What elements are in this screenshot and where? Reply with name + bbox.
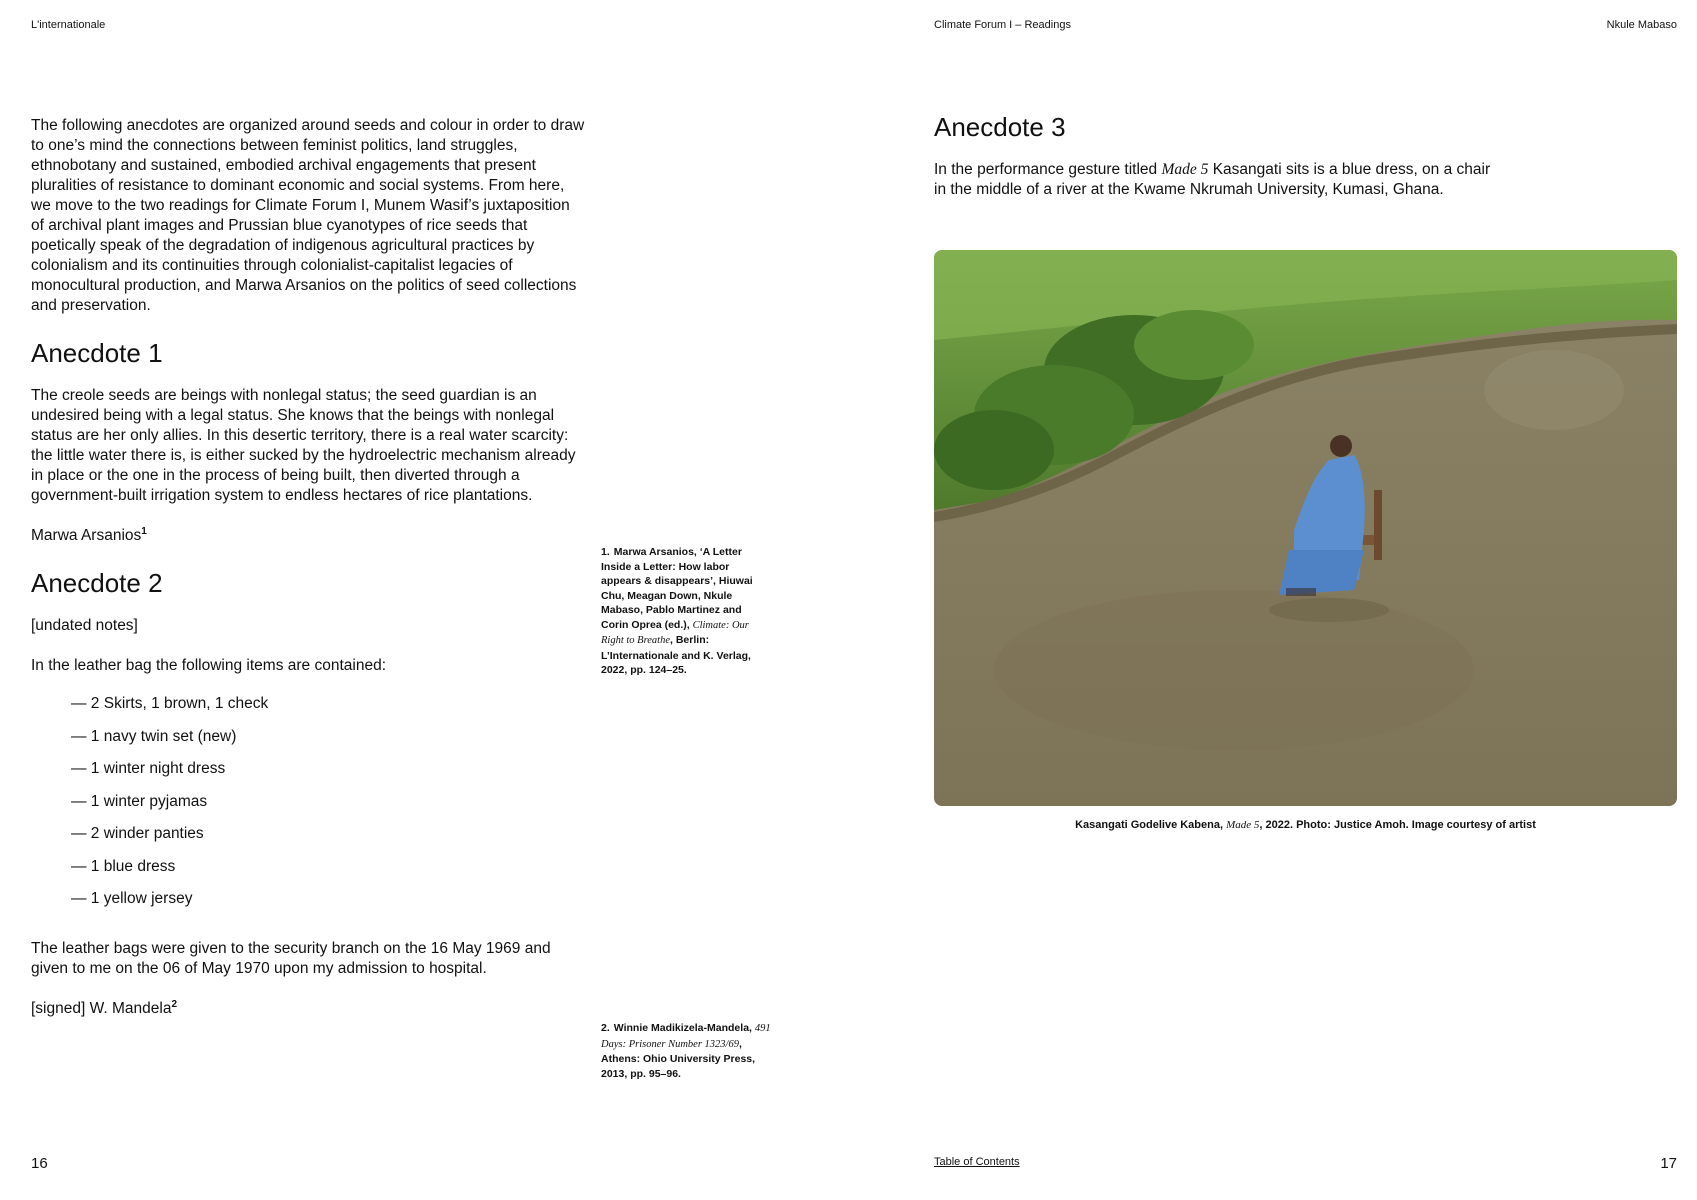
items-list [71, 694, 586, 909]
footnote-ref-1[interactable]: 1 [141, 525, 147, 537]
left-page-column [31, 116, 586, 1019]
footnote-text: Winnie Madikizela-Mandela, [613, 1022, 755, 1034]
list-item: — 2 Skirts, 1 brown, 1 check [71, 695, 269, 712]
table-of-contents-link[interactable]: Table of Contents [934, 1156, 1020, 1168]
list-item: — 1 blue dress [71, 857, 176, 875]
signature-line [31, 999, 586, 1019]
caption-title: Made 5 [1226, 819, 1260, 831]
anecdote-3-text-part: In the performance gesture titled [934, 161, 1162, 178]
closing-paragraph: The leather bags were given to the security branch on the 16 May 1969 and given to me on the 06 of May 1970 upon my admission to hospital. [31, 940, 551, 977]
footnote-text: , Berlin: L’Internationale and K. Verlag, 2022, pp. 124–25. [601, 634, 751, 676]
footnote-text: Marwa Arsanios, ‘A Letter Inside a Letter: How labor appears & disappears’, Hiuwai Chu, Meagan Down, Nkule Mabaso, Pablo Martinez and Corin Oprea (ed.), [601, 546, 753, 631]
running-head-author: Nkule Mabaso [1606, 19, 1677, 31]
list-item: — 1 winter pyjamas [71, 792, 208, 810]
undated-notes-label: [undated notes] [31, 617, 138, 634]
footnote-2 [601, 1021, 771, 1081]
river-scene-image [934, 250, 1677, 806]
anecdote-3-text-part: Kasangati sits is a blue dress, on a chair in the middle of a river at the Kwame Nkrumah University, Kumasi, Ghana. [934, 161, 1491, 198]
caption-text: , 2022. Photo: Justice Amoh. Image courtesy of artist [1259, 819, 1536, 831]
anecdote-1-text: The creole seeds are beings with nonlegal status; the seed guardian is an undesired being with a legal status. She knows that the beings with nonlegal status are her only allies. In this desertic territory, there is a real water scarcity: the little water there is, is either sucked by the hydroelectric mechanism already in place or the one in the process of being built, then diverted through a government-built irrigation system to endless hectares of rice plantations. [31, 387, 576, 504]
list-item: — 2 winder panties [71, 825, 204, 842]
leather-bag-intro: In the leather bag the following items are contained: [31, 657, 387, 674]
performance-photo [934, 250, 1677, 806]
caption-text: Kasangati Godelive Kabena, [1075, 819, 1227, 831]
footnote-ref-2[interactable]: 2 [171, 998, 178, 1010]
running-head-publisher: L'internationale [31, 19, 106, 31]
right-page-column [934, 112, 1677, 200]
signature-text: [signed] W. Mandela [31, 1000, 172, 1017]
anecdote-1-attribution [31, 526, 586, 546]
running-head-title: Climate Forum I – Readings [934, 19, 1071, 31]
footnote-number: 2. [601, 1022, 610, 1034]
footnote-number: 1. [601, 546, 610, 558]
footnote-title: 491 Days: Prisoner Number 1323/69 [601, 1023, 771, 1050]
anecdote-3-text [934, 160, 1494, 200]
list-item: — 1 navy twin set (new) [71, 727, 237, 745]
list-item: — 1 winter night dress [71, 760, 226, 777]
footnote-title: Climate: Our Right to Breathe [601, 619, 749, 646]
photo-caption [934, 818, 1677, 832]
page-number-left: 16 [31, 1155, 48, 1172]
page-number-right: 17 [1660, 1155, 1677, 1172]
anecdote-3-heading: Anecdote 3 [934, 112, 1066, 142]
footnote-1 [601, 545, 771, 678]
anecdote-2-heading: Anecdote 2 [31, 568, 163, 598]
anecdote-1-heading: Anecdote 1 [31, 338, 163, 368]
intro-paragraph: The following anecdotes are organized around seeds and colour in order to draw to one’s mind the connections between feminist politics, land struggles, ethnobotany and sustained, embodied archival engagements that present pluralities of resistance to dominant economic and social systems. From here, we move to the two readings for Climate Forum I, Munem Wasif’s juxtaposition of archival plant images and Prussian blue cyanotypes of rice seeds that poetically speak of the degradation of indigenous agricultural practices by colonialism and its continuities through colonialist-capitalist legacies of monocultural production, and Marwa Arsanios on the politics of seed collections and preservation. [31, 117, 585, 314]
attribution-name: Marwa Arsanios [31, 527, 142, 544]
list-item: — 1 yellow jersey [71, 890, 193, 907]
work-title: Made 5 [1161, 161, 1209, 178]
footnote-text: , Athens: Ohio University Press, 2013, pp. 95–96. [601, 1037, 756, 1080]
